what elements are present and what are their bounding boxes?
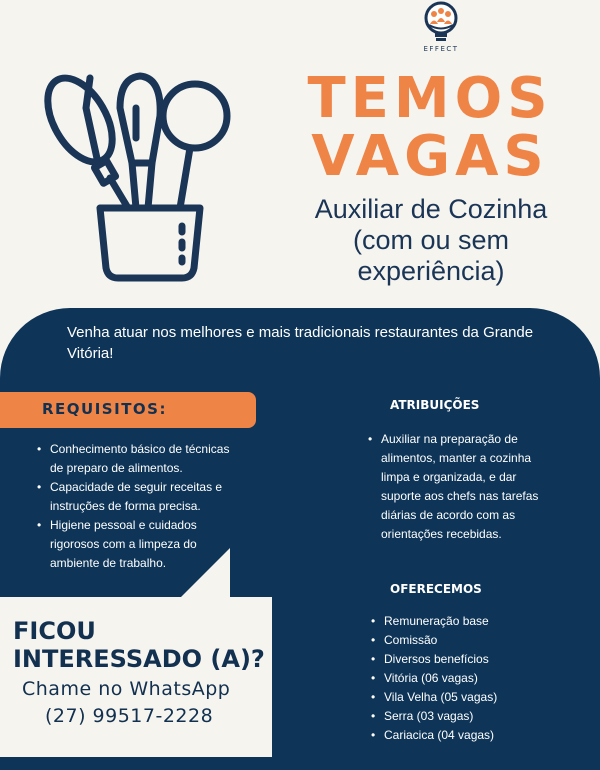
oferecemos-title: OFERECEMOS xyxy=(390,582,482,596)
oferecemos-list xyxy=(370,612,560,745)
kitchen-utensils-icon xyxy=(40,68,240,288)
atribuicoes-list xyxy=(367,430,557,544)
cta-line-2: INTERESSADO (A)? xyxy=(13,645,265,673)
list-item: • Cariacica (04 vagas) xyxy=(370,726,560,745)
atribuicoes-title: ATRIBUIÇÕES xyxy=(390,398,480,412)
speech-bubble-tail xyxy=(180,548,230,598)
list-item: • Vila Velha (05 vagas) xyxy=(370,688,560,707)
list-item: • Conhecimento básico de técnicas de preparo de alimentos. xyxy=(36,440,246,478)
cta-question xyxy=(13,617,265,673)
list-item: • Auxiliar na preparação de alimentos, manter a cozinha limpa e organizada, e dar suporte aos chefs nas tarefas diárias de acordo com as orientações recebidas. xyxy=(367,430,557,544)
list-item: • Remuneração base xyxy=(370,612,560,631)
list-item: • Vitória (06 vagas) xyxy=(370,669,560,688)
effect-logo xyxy=(416,0,466,60)
headline xyxy=(290,66,570,189)
job-line-2: (com ou sem xyxy=(352,225,510,255)
list-item: • Serra (03 vagas) xyxy=(370,707,560,726)
whatsapp-text: Chame no WhatsApp xyxy=(22,678,231,700)
headline-line-1: TEMOS xyxy=(307,66,553,131)
list-item: • Diversos benefícios xyxy=(370,650,560,669)
list-item: • Comissão xyxy=(370,631,560,650)
list-item: • Higiene pessoal e cuidados rigorosos com a limpeza do ambiente de trabalho. xyxy=(36,516,246,573)
logo-text: EFFECT xyxy=(423,45,459,53)
intro-text: Venha atuar nos melhores e mais tradicionais restaurantes da Grande Vitória! xyxy=(67,324,534,362)
cta-line-1: FICOU xyxy=(13,617,96,645)
list-item: • Capacidade de seguir receitas e instruções de forma precisa. xyxy=(36,478,246,516)
requisitos-title: REQUISITOS: xyxy=(42,400,167,418)
job-title xyxy=(285,194,577,287)
bulb-people-icon xyxy=(416,0,466,44)
job-line-3: experiência) xyxy=(357,256,505,286)
headline-line-2: VAGAS xyxy=(311,124,549,189)
phone-number[interactable]: (27) 99517-2228 xyxy=(45,705,214,727)
job-line-1: Auxiliar de Cozinha xyxy=(314,194,548,224)
